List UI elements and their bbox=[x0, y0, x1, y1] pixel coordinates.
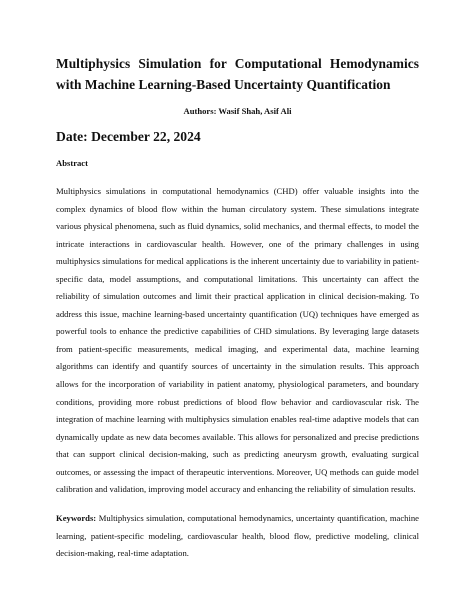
abstract-body: Multiphysics simulations in computational hemodynamics (CHD) offer valuable insights into the complex dynamics of blood flow within the human circulatory system. These simulations integrate various physical phenomena, such as fluid dynamics, solid mechanics, and thermal effects, to model the intricate interactions in cardiovascular health. However, one of the primary challenges in using multiphysics simulations for medical applications is the inherent uncertainty due to variability in patient-specific data, model assumptions, and computational limitations. This uncertainty can affect the reliability of simulation outcomes and limit their practical application in clinical decision-making. To address this issue, machine learning-based uncertainty quantification (UQ) techniques have emerged as powerful tools to enhance the predictive capabilities of CHD simulations. By leveraging large datasets from patient-specific measurements, medical imaging, and experimental data, machine learning algorithms can identify and quantify sources of uncertainty in the simulation results. This approach allows for the incorporation of variability in patient anatomy, physiological parameters, and boundary conditions, providing more robust predictions of blood flow behavior and cardiovascular risk. The integration of machine learning with multiphysics simulation enables real-time adaptive models that can dynamically update as new data becomes available. This allows for personalized and precise predictions that can support clinical decision-making, such as predicting aneurysm growth, evaluating surgical outcomes, or assessing the impact of therapeutic interventions. Moreover, UQ methods can guide model calibration and validation, improving model accuracy and enhancing the reliability of simulation results. bbox=[56, 186, 419, 495]
keywords-label: Keywords: bbox=[56, 513, 97, 523]
keywords-paragraph bbox=[56, 510, 419, 563]
abstract-heading: Abstract bbox=[56, 158, 88, 168]
keywords-list: Multiphysics simulation, computational hemodynamics, uncertainty quantification, machine learning, patient-specific modeling, cardiovascular health, blood flow, predictive modeling, clinical decision-making, real-time adaptation. bbox=[56, 513, 419, 559]
paper-title: Multiphysics Simulation for Computational Hemodynamics with Machine Learning-Based Uncertainty Quantification bbox=[56, 56, 419, 92]
author-line: Authors: Wasif Shah, Asif Ali bbox=[183, 106, 292, 116]
publication-date: Date: December 22, 2024 bbox=[56, 129, 201, 144]
